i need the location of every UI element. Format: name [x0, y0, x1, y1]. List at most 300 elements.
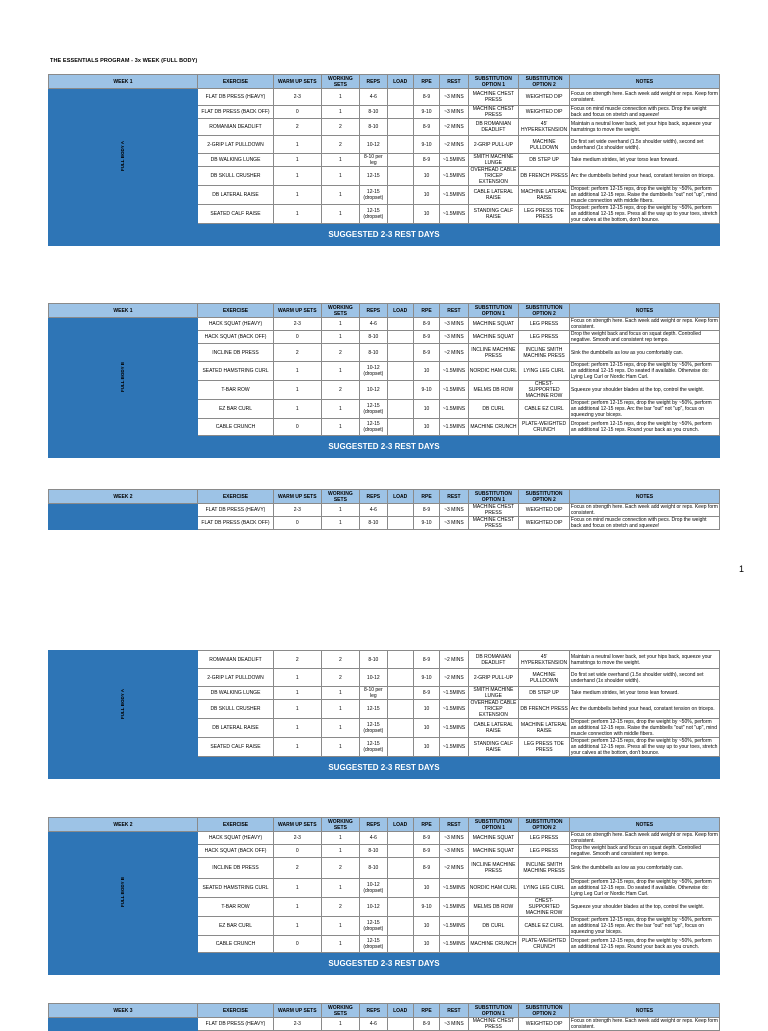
- wu-cell: 0: [274, 517, 322, 530]
- wu-cell: 0: [274, 936, 322, 953]
- column-header: SUBSTITUTION OPTION 2: [519, 818, 570, 832]
- wu-cell: 2: [274, 119, 322, 136]
- notes-cell: Squeeze your shoulder blades at the top, control the weight.: [569, 381, 719, 400]
- wu-cell: 1: [274, 917, 322, 936]
- column-header: REPS: [360, 818, 387, 832]
- ex-cell: CABLE CRUNCH: [197, 419, 273, 436]
- rpe-cell: 9-10: [413, 106, 439, 119]
- rest-days-banner: SUGGESTED 2-3 REST DAYS: [48, 224, 720, 246]
- rest-cell: ~1.5MINS: [440, 362, 468, 381]
- workout-table: [48, 489, 720, 530]
- ws-cell: 1: [321, 917, 360, 936]
- rest-cell: ~1.5MINS: [440, 381, 468, 400]
- reps-cell: 10-12: [360, 381, 387, 400]
- week2-full-body-b-table: [48, 817, 720, 975]
- rpe-cell: 8-9: [413, 89, 439, 106]
- ex-cell: FLAT DB PRESS (HEAVY): [197, 1018, 273, 1031]
- s2-cell: 45' HYPEREXTENSION: [519, 651, 570, 669]
- reps-cell: 12-15 (dropset): [360, 719, 387, 738]
- s2-cell: DB FRENCH PRESS: [519, 167, 570, 186]
- notes-cell: Arc the dumbbells behind your head, constant tension on triceps.: [569, 167, 719, 186]
- load-cell: [387, 419, 413, 436]
- load-cell: [387, 687, 413, 700]
- week1-full-body-a-table: [48, 74, 720, 246]
- load-cell: [387, 89, 413, 106]
- notes-cell: Focus on strength here. Each week add weight or reps. Keep form consistent.: [569, 89, 719, 106]
- rest-cell: ~1.5MINS: [440, 186, 468, 205]
- ex-cell: DB LATERAL RAISE: [197, 186, 273, 205]
- ex-cell: DB WALKING LUNGE: [197, 154, 273, 167]
- rest-cell: ~1.5MINS: [440, 419, 468, 436]
- ws-cell: 1: [321, 205, 360, 224]
- column-header: SUBSTITUTION OPTION 2: [519, 1004, 570, 1018]
- wu-cell: 1: [274, 879, 322, 898]
- ws-cell: 1: [321, 186, 360, 205]
- rest-cell: ~3 MINS: [440, 318, 468, 331]
- rpe-cell: 8-9: [413, 318, 439, 331]
- wu-cell: 1: [274, 687, 322, 700]
- reps-cell: 12-15 (dropset): [360, 186, 387, 205]
- ex-cell: 2-GRIP LAT PULLDOWN: [197, 669, 273, 687]
- load-cell: [387, 832, 413, 845]
- wu-cell: 0: [274, 106, 322, 119]
- column-header: EXERCISE: [197, 304, 273, 318]
- ex-cell: DB WALKING LUNGE: [197, 687, 273, 700]
- ex-cell: FLAT DB PRESS (HEAVY): [197, 89, 273, 106]
- wu-cell: 2-3: [274, 504, 322, 517]
- rpe-cell: 8-9: [413, 651, 439, 669]
- ex-cell: ROMANIAN DEADLIFT: [197, 119, 273, 136]
- s1-cell: INCLINE MACHINE PRESS: [468, 344, 519, 362]
- rpe-cell: 9-10: [413, 136, 439, 154]
- reps-cell: 10-12 (dropset): [360, 362, 387, 381]
- load-cell: [387, 879, 413, 898]
- s1-cell: STANDING CALF RAISE: [468, 738, 519, 757]
- rpe-cell: 10: [413, 419, 439, 436]
- column-header: NOTES: [569, 490, 719, 504]
- column-header: REST: [440, 818, 468, 832]
- ex-cell: SEATED CALF RAISE: [197, 205, 273, 224]
- column-header: NOTES: [569, 818, 719, 832]
- rest-days-banner: SUGGESTED 2-3 REST DAYS: [48, 757, 720, 779]
- wu-cell: 2-3: [274, 89, 322, 106]
- week-label: WEEK 2: [49, 490, 198, 504]
- s1-cell: MACHINE CHEST PRESS: [468, 1018, 519, 1031]
- notes-cell: Dropset: perform 12-15 reps, drop the weight by ~50%, perform an additional 12-15 reps. Arc the bar "out" not "up", focus on squeezing your biceps.: [569, 917, 719, 936]
- notes-cell: Maintain a neutral lower back, set your hips back, squeeze your hamstrings to move the weight.: [569, 119, 719, 136]
- reps-cell: 12-15 (dropset): [360, 419, 387, 436]
- week1-full-body-b-table: [48, 303, 720, 458]
- ws-cell: 1: [321, 832, 360, 845]
- ex-cell: 2-GRIP LAT PULLDOWN: [197, 136, 273, 154]
- rpe-cell: 9-10: [413, 381, 439, 400]
- s1-cell: STANDING CALF RAISE: [468, 205, 519, 224]
- exercise-row: [49, 832, 720, 845]
- rest-cell: ~2 MINS: [440, 669, 468, 687]
- rest-cell: ~1.5MINS: [440, 700, 468, 719]
- load-cell: [387, 858, 413, 879]
- s2-cell: INCLINE SMITH MACHINE PRESS: [519, 344, 570, 362]
- ws-cell: 1: [321, 89, 360, 106]
- reps-cell: 4-6: [360, 1018, 387, 1031]
- notes-cell: Dropset: perform 12-15 reps, drop the weight by ~50%, perform an additional 12-15 reps. Press all the way up to your toes, stretch your calves at the bottom, don't bounce.: [569, 738, 719, 757]
- ex-cell: HACK SQUAT (BACK OFF): [197, 845, 273, 858]
- notes-cell: Focus on strength here. Each week add weight or reps. Keep form consistent.: [570, 1018, 718, 1030]
- notes-cell: Maintain a neutral lower back, set your hips back, squeeze your hamstrings to move the weight.: [569, 651, 719, 669]
- day-side-panel: [49, 89, 198, 224]
- notes-cell: Focus on strength here. Each week add weight or reps. Keep form consistent.: [570, 504, 718, 516]
- ws-cell: 1: [321, 331, 360, 344]
- column-header: WARM UP SETS: [274, 1004, 322, 1018]
- column-header: LOAD: [387, 1004, 413, 1018]
- notes-cell: Arc the dumbbells behind your head, constant tension on triceps.: [569, 700, 719, 719]
- s2-cell: CHEST-SUPPORTED MACHINE ROW: [519, 381, 570, 400]
- s1-cell: MACHINE SQUAT: [468, 318, 519, 331]
- rest-cell: ~3 MINS: [440, 106, 468, 119]
- column-header: SUBSTITUTION OPTION 1: [468, 490, 519, 504]
- workout-table: [48, 1003, 720, 1031]
- page-number: 1: [739, 564, 745, 574]
- ex-cell: SEATED CALF RAISE: [197, 738, 273, 757]
- column-header: RPE: [413, 818, 439, 832]
- day-label: FULL BODY B: [119, 361, 125, 392]
- column-header: WORKING SETS: [321, 490, 360, 504]
- ex-cell: CABLE CRUNCH: [197, 936, 273, 953]
- reps-cell: 8-10 per leg: [360, 154, 387, 167]
- rpe-cell: 9-10: [413, 517, 439, 530]
- s2-cell: LEG PRESS: [519, 845, 570, 858]
- s2-cell: INCLINE SMITH MACHINE PRESS: [519, 858, 570, 879]
- exercise-row: [49, 651, 720, 669]
- s2-cell: LEG PRESS: [519, 318, 570, 331]
- day-side-panel: [49, 318, 198, 436]
- notes-cell: Focus on mind muscle connection with pecs. Drop the weight back and focus on stretch and squeeze!: [569, 106, 719, 119]
- wu-cell: 1: [274, 400, 322, 419]
- column-header: RPE: [413, 1004, 439, 1018]
- s2-cell: CABLE EZ CURL: [519, 917, 570, 936]
- s2-cell: DB STEP UP: [519, 687, 570, 700]
- column-header: SUBSTITUTION OPTION 2: [519, 75, 570, 89]
- s1-cell: MACHINE CHEST PRESS: [468, 89, 519, 106]
- rest-cell: ~3 MINS: [440, 845, 468, 858]
- reps-cell: 12-15 (dropset): [360, 400, 387, 419]
- s1-cell: CABLE LATERAL RAISE: [468, 186, 519, 205]
- load-cell: [387, 936, 413, 953]
- rest-cell: ~2 MINS: [440, 136, 468, 154]
- s1-cell: INCLINE MACHINE PRESS: [468, 858, 519, 879]
- document-title: THE ESSENTIALS PROGRAM - 3x WEEK (FULL BODY): [50, 58, 198, 64]
- s1-cell: MACHINE CHEST PRESS: [468, 504, 519, 517]
- rpe-cell: 10: [413, 186, 439, 205]
- reps-cell: 8-10 per leg: [360, 687, 387, 700]
- s1-cell: DB CURL: [468, 400, 519, 419]
- load-cell: [387, 362, 413, 381]
- s1-cell: MACHINE CHEST PRESS: [468, 106, 519, 119]
- rest-cell: ~1.5MINS: [440, 687, 468, 700]
- column-header: NOTES: [569, 304, 719, 318]
- ex-cell: ROMANIAN DEADLIFT: [197, 651, 273, 669]
- header-row: [49, 304, 720, 318]
- rpe-cell: 10: [413, 738, 439, 757]
- rpe-cell: 8-9: [413, 1018, 439, 1031]
- rest-cell: ~2 MINS: [440, 858, 468, 879]
- rest-cell: ~3 MINS: [440, 1018, 468, 1031]
- notes-cell: Do first set wide overhand (1.5x shoulder width), second set underhand (1x shoulder width).: [569, 136, 719, 154]
- rest-days-banner: SUGGESTED 2-3 REST DAYS: [48, 953, 720, 975]
- ws-cell: 1: [321, 700, 360, 719]
- column-header: WARM UP SETS: [274, 304, 322, 318]
- s2-cell: WEIGHTED DIP: [519, 106, 570, 119]
- load-cell: [387, 106, 413, 119]
- wu-cell: 1: [274, 154, 322, 167]
- rest-cell: ~3 MINS: [440, 504, 468, 517]
- ws-cell: 1: [321, 154, 360, 167]
- column-header: SUBSTITUTION OPTION 1: [468, 75, 519, 89]
- wu-cell: 1: [274, 167, 322, 186]
- rpe-cell: 10: [413, 400, 439, 419]
- s1-cell: MACHINE SQUAT: [468, 845, 519, 858]
- notes-cell: Focus on strength here. Each week add weight or reps. Keep form consistent.: [570, 318, 718, 330]
- header-row: [49, 1004, 720, 1018]
- rest-cell: ~1.5MINS: [440, 167, 468, 186]
- s1-cell: NORDIC HAM CURL: [468, 362, 519, 381]
- column-header: WARM UP SETS: [274, 490, 322, 504]
- load-cell: [387, 669, 413, 687]
- ex-cell: DB SKULL CRUSHER: [197, 167, 273, 186]
- ex-cell: T-BAR ROW: [197, 898, 273, 917]
- rest-cell: ~3 MINS: [440, 89, 468, 106]
- ws-cell: 2: [321, 381, 360, 400]
- column-header: LOAD: [387, 75, 413, 89]
- rpe-cell: 8-9: [413, 858, 439, 879]
- load-cell: [387, 700, 413, 719]
- notes-cell: Dropset: perform 12-15 reps, drop the weight by ~50%, perform an additional 12-15 reps. Do seated if available. Otherwise do: Lying Leg Curl or Nordic Ham Curl.: [569, 362, 719, 381]
- load-cell: [387, 1018, 413, 1031]
- s2-cell: WEIGHTED DIP: [519, 1018, 570, 1031]
- column-header: WORKING SETS: [321, 75, 360, 89]
- column-header: REPS: [360, 490, 387, 504]
- ws-cell: 1: [321, 362, 360, 381]
- column-header: REST: [440, 304, 468, 318]
- rpe-cell: 10: [413, 917, 439, 936]
- s2-cell: 45' HYPEREXTENSION: [519, 119, 570, 136]
- wu-cell: 1: [274, 898, 322, 917]
- ex-cell: DB LATERAL RAISE: [197, 719, 273, 738]
- column-header: REST: [440, 490, 468, 504]
- week3-table-start: [48, 1003, 720, 1030]
- week-label: WEEK 2: [49, 818, 198, 832]
- ex-cell: DB SKULL CRUSHER: [197, 700, 273, 719]
- wu-cell: 2: [274, 344, 322, 362]
- s2-cell: LYING LEG CURL: [519, 362, 570, 381]
- ws-cell: 2: [321, 651, 360, 669]
- load-cell: [387, 318, 413, 331]
- column-header: LOAD: [387, 304, 413, 318]
- wu-cell: 1: [274, 205, 322, 224]
- exercise-row: [49, 504, 720, 517]
- wu-cell: 1: [274, 381, 322, 400]
- rest-cell: ~1.5MINS: [440, 154, 468, 167]
- week-label: WEEK 1: [49, 304, 198, 318]
- reps-cell: 8-10: [360, 651, 387, 669]
- load-cell: [387, 205, 413, 224]
- rpe-cell: 8-9: [413, 331, 439, 344]
- rpe-cell: 8-9: [413, 504, 439, 517]
- column-header: RPE: [413, 304, 439, 318]
- load-cell: [387, 504, 413, 517]
- load-cell: [387, 344, 413, 362]
- rpe-cell: 10: [413, 205, 439, 224]
- load-cell: [387, 845, 413, 858]
- ws-cell: 1: [321, 687, 360, 700]
- reps-cell: 4-6: [360, 318, 387, 331]
- column-header: WORKING SETS: [321, 1004, 360, 1018]
- reps-cell: 10-12: [360, 669, 387, 687]
- notes-cell: Take medium strides, let your torso lean forward.: [569, 154, 719, 167]
- wu-cell: 1: [274, 186, 322, 205]
- s2-cell: LEG PRESS: [519, 331, 570, 344]
- rpe-cell: 8-9: [413, 687, 439, 700]
- rpe-cell: 8-9: [413, 154, 439, 167]
- reps-cell: 8-10: [360, 331, 387, 344]
- column-header: NOTES: [569, 75, 719, 89]
- ws-cell: 2: [321, 669, 360, 687]
- wu-cell: 2-3: [274, 1018, 322, 1031]
- rpe-cell: 9-10: [413, 669, 439, 687]
- column-header: SUBSTITUTION OPTION 1: [468, 818, 519, 832]
- week2-table-start: [48, 489, 720, 530]
- load-cell: [387, 400, 413, 419]
- rpe-cell: 10: [413, 936, 439, 953]
- day-label: FULL BODY A: [119, 688, 125, 719]
- day-side-panel: [49, 504, 198, 530]
- exercise-row: [49, 1018, 720, 1031]
- column-header: EXERCISE: [197, 818, 273, 832]
- workout-table: [48, 650, 720, 757]
- s1-cell: MELMS DB ROW: [468, 381, 519, 400]
- s1-cell: MACHINE CRUNCH: [468, 936, 519, 953]
- rest-cell: ~3 MINS: [440, 832, 468, 845]
- wu-cell: 2-3: [274, 832, 322, 845]
- reps-cell: 8-10: [360, 119, 387, 136]
- s2-cell: MACHINE PULLDOWN: [519, 136, 570, 154]
- s1-cell: 2-GRIP PULL-UP: [468, 669, 519, 687]
- notes-cell: Sink the dumbbells as low as you comfortably can.: [569, 344, 719, 362]
- reps-cell: 8-10: [360, 106, 387, 119]
- rpe-cell: 10: [413, 167, 439, 186]
- ex-cell: HACK SQUAT (BACK OFF): [197, 331, 273, 344]
- ws-cell: 1: [321, 845, 360, 858]
- s2-cell: WEIGHTED DIP: [519, 504, 570, 517]
- notes-cell: Take medium strides, let your torso lean forward.: [569, 687, 719, 700]
- header-row: [49, 818, 720, 832]
- ws-cell: 2: [321, 119, 360, 136]
- ws-cell: 1: [321, 318, 360, 331]
- reps-cell: 8-10: [360, 344, 387, 362]
- rpe-cell: 8-9: [413, 832, 439, 845]
- rest-cell: ~1.5MINS: [440, 205, 468, 224]
- wu-cell: 1: [274, 362, 322, 381]
- column-header: REPS: [360, 304, 387, 318]
- load-cell: [387, 517, 413, 530]
- s1-cell: NORDIC HAM CURL: [468, 879, 519, 898]
- rest-cell: ~1.5MINS: [440, 719, 468, 738]
- s2-cell: LEG PRESS TOE PRESS: [519, 205, 570, 224]
- day-side-panel: [49, 1018, 198, 1031]
- workout-table: [48, 303, 720, 436]
- column-header: EXERCISE: [197, 1004, 273, 1018]
- wu-cell: 1: [274, 719, 322, 738]
- reps-cell: 10-12 (dropset): [360, 879, 387, 898]
- column-header: SUBSTITUTION OPTION 2: [519, 490, 570, 504]
- rest-cell: ~3 MINS: [440, 331, 468, 344]
- wu-cell: 2: [274, 651, 322, 669]
- week2-full-body-a-table: [48, 650, 720, 779]
- wu-cell: 1: [274, 669, 322, 687]
- rpe-cell: 10: [413, 700, 439, 719]
- column-header: WARM UP SETS: [274, 75, 322, 89]
- ex-cell: FLAT DB PRESS (BACK OFF): [197, 106, 273, 119]
- ws-cell: 1: [321, 106, 360, 119]
- week-label: WEEK 1: [49, 75, 198, 89]
- s2-cell: WEIGHTED DIP: [519, 89, 570, 106]
- ex-cell: HACK SQUAT (HEAVY): [197, 318, 273, 331]
- ws-cell: 1: [321, 738, 360, 757]
- week-label: WEEK 3: [49, 1004, 198, 1018]
- column-header: EXERCISE: [197, 490, 273, 504]
- s1-cell: MELMS DB ROW: [468, 898, 519, 917]
- rest-cell: ~1.5MINS: [440, 738, 468, 757]
- rest-cell: ~2 MINS: [440, 119, 468, 136]
- ex-cell: HACK SQUAT (HEAVY): [197, 832, 273, 845]
- wu-cell: 2: [274, 858, 322, 879]
- rest-cell: ~1.5MINS: [440, 879, 468, 898]
- notes-cell: Dropset: perform 12-15 reps, drop the weight by ~50%, perform an additional 12-15 reps. Raise the dumbbells "out" not "up", mind muscle connection with middle fibers.: [569, 719, 719, 738]
- load-cell: [387, 381, 413, 400]
- s1-cell: SMITH MACHINE LUNGE: [468, 687, 519, 700]
- s2-cell: LYING LEG CURL: [519, 879, 570, 898]
- s2-cell: WEIGHTED DIP: [519, 517, 570, 530]
- ex-cell: T-BAR ROW: [197, 381, 273, 400]
- column-header: REST: [440, 75, 468, 89]
- ws-cell: 1: [321, 167, 360, 186]
- wu-cell: 0: [274, 419, 322, 436]
- s1-cell: CABLE LATERAL RAISE: [468, 719, 519, 738]
- s2-cell: CHEST-SUPPORTED MACHINE ROW: [519, 898, 570, 917]
- load-cell: [387, 651, 413, 669]
- load-cell: [387, 186, 413, 205]
- exercise-row: [49, 318, 720, 331]
- ex-cell: INCLINE DB PRESS: [197, 344, 273, 362]
- reps-cell: 8-10: [360, 845, 387, 858]
- day-side-panel: [49, 651, 198, 757]
- ws-cell: 1: [321, 517, 360, 530]
- s2-cell: PLATE-WEIGHTED CRUNCH: [519, 936, 570, 953]
- ws-cell: 2: [321, 136, 360, 154]
- ex-cell: EZ BAR CURL: [197, 917, 273, 936]
- s1-cell: MACHINE CHEST PRESS: [468, 517, 519, 530]
- notes-cell: Drop the weight back and focus on squat depth. Controlled negative. Smooth and consistent rep tempo.: [569, 331, 719, 344]
- day-label: FULL BODY A: [119, 141, 125, 171]
- wu-cell: 0: [274, 331, 322, 344]
- reps-cell: 10-12: [360, 898, 387, 917]
- column-header: REPS: [360, 75, 387, 89]
- header-row: [49, 75, 720, 89]
- reps-cell: 8-10: [360, 858, 387, 879]
- rest-days-banner: SUGGESTED 2-3 REST DAYS: [48, 436, 720, 458]
- s2-cell: MACHINE LATERAL RAISE: [519, 186, 570, 205]
- rpe-cell: 10: [413, 362, 439, 381]
